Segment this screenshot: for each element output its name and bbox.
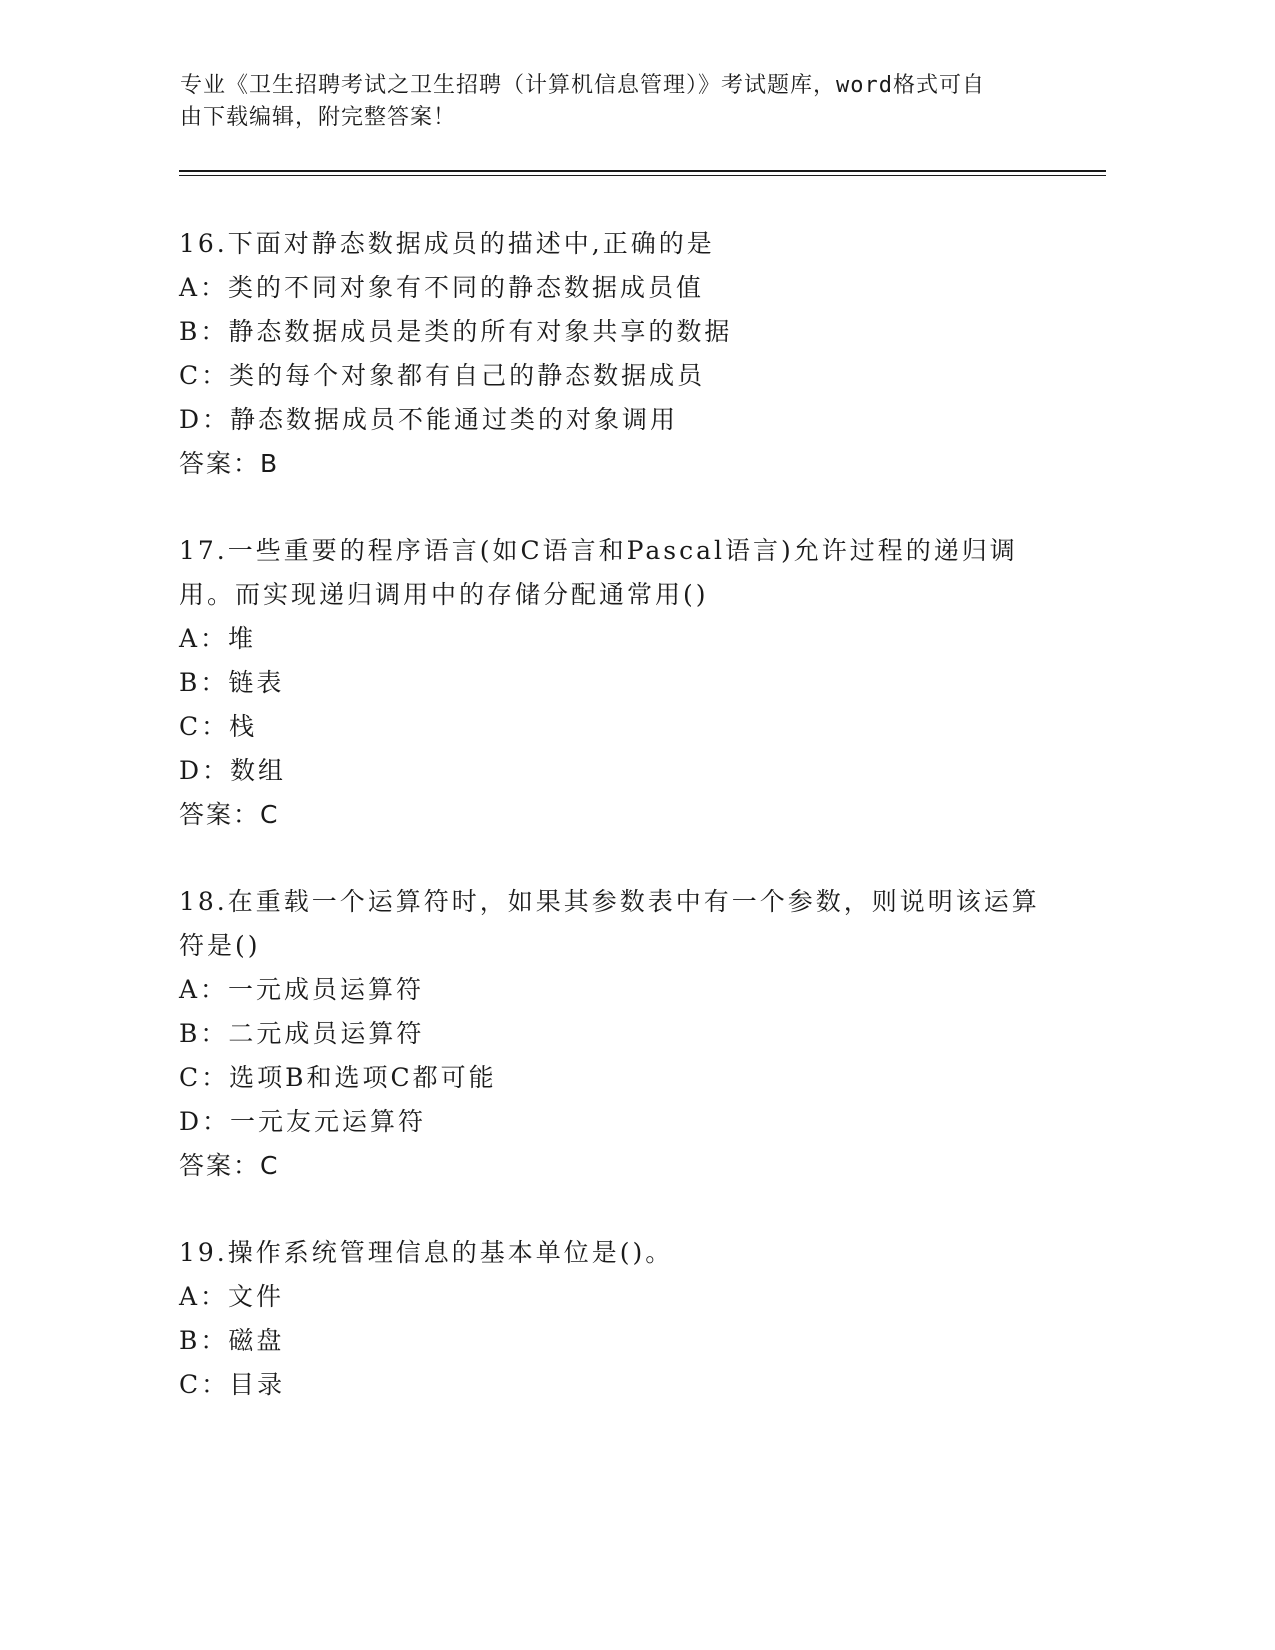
option-c: C：选项B和选项C都可能 <box>179 1063 497 1092</box>
header-rule-thin <box>179 175 1106 176</box>
question-16 <box>179 222 1059 486</box>
option-c: C：类的每个对象都有自己的静态数据成员 <box>179 361 706 390</box>
option-c: C：目录 <box>179 1370 286 1399</box>
option-d: D：静态数据成员不能通过类的对象调用 <box>179 405 679 434</box>
option-b: B：静态数据成员是类的所有对象共享的数据 <box>179 317 733 346</box>
question-stem-line: 19.操作系统管理信息的基本单位是()。 <box>179 1238 674 1267</box>
question-18 <box>179 880 1059 1188</box>
answer-label: 答案：C <box>179 1151 280 1180</box>
option-c: C：栈 <box>179 712 258 741</box>
option-a: A：类的不同对象有不同的静态数据成员值 <box>179 273 705 302</box>
answer-label: 答案：B <box>179 449 280 478</box>
question-stem-line: 16.下面对静态数据成员的描述中,正确的是 <box>179 229 715 258</box>
header-rule-thick <box>179 170 1106 172</box>
question-19 <box>179 1231 1059 1407</box>
question-17 <box>179 529 1059 837</box>
question-stem-line: 符是() <box>179 931 261 960</box>
header-line-1: 专业《卫生招聘考试之卫生招聘（计算机信息管理）》考试题库，word格式可自 <box>180 73 985 98</box>
option-d: D：数组 <box>179 756 287 785</box>
question-stem-line: 用。而实现递归调用中的存储分配通常用() <box>179 580 709 609</box>
question-stem <box>179 222 1059 266</box>
answer-label: 答案：C <box>179 800 280 829</box>
document-header <box>180 70 1040 134</box>
option-a: A：文件 <box>179 1282 285 1311</box>
option-b: B：磁盘 <box>179 1326 285 1355</box>
question-list <box>179 222 1059 1450</box>
question-stem-line: 17.一些重要的程序语言(如C语言和Pascal语言)允许过程的递归调 <box>179 536 1018 565</box>
question-stem-line: 18.在重载一个运算符时，如果其参数表中有一个参数，则说明该运算 <box>179 887 1040 916</box>
header-line-2: 由下载编辑，附完整答案！ <box>180 105 457 130</box>
question-stem <box>179 1231 1059 1275</box>
option-a: A：堆 <box>179 624 257 653</box>
question-stem <box>179 880 1059 968</box>
option-a: A：一元成员运算符 <box>179 975 425 1004</box>
option-b: B：链表 <box>179 668 285 697</box>
question-stem <box>179 529 1059 617</box>
option-d: D：一元友元运算符 <box>179 1107 427 1136</box>
option-b: B：二元成员运算符 <box>179 1019 425 1048</box>
